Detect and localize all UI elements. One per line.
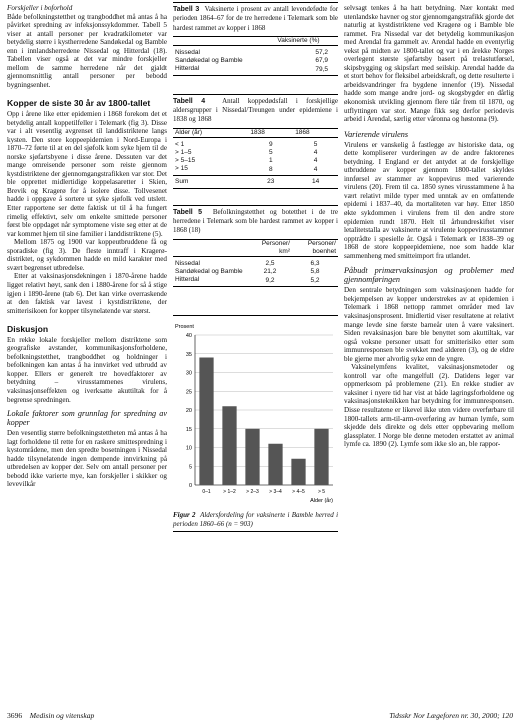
table-3-label: Tabell 3 [173, 6, 200, 13]
column-1 [7, 4, 167, 489]
paragraph: Vaksinelymfens kvalitet, vaksinasjonsmetoder og kontroll var ofte mangelfull (2). Datidens leger var oppmerksom på problemene (21). En rekke studier av vaksiner i nyere tid har vist at både lagringsforholdene og vaksinasjonsteknikken har betydning for immunresponsen. Disse resultatene er likevel ikke uten videre overførbare til 1800-tallets arm-til-arm-overføring av human lymfe, som skjedde dels direkte og dels etter oppbevaring mellom glassplater. I Norge ble denne metoden erstattet av animal lymfe ca. 1890 (2). Lymfe som ikke slo an, ble rappor- [344, 363, 514, 449]
y-tick-label: 40 [185, 332, 192, 339]
table-cell: 4 [313, 148, 318, 156]
table-cell: 79,5 [315, 65, 328, 73]
table-5-caption: Befolkningstetthet og botetthet i de tre herredene i Telemark som ble hardest rammet av kopper i 1868 (18) [173, 207, 339, 235]
x-tick-label: > 1–2 [223, 488, 236, 495]
paragraph: selvsagt tenkes å ha hatt betydning. Nær kontakt med utenlandske havner og stor gjennomgangstrafikk gjorde det naturlig at kystdistriktene ved Kragerø og i Bamble ble rammet. Fra Nissedal var det betydelig kommunikasjon med Arendal fra gammelt av. Arendal hadde en eventyrlig vekst på midten av 1800-tallet og var i en årekke Norges overlegent største sjøfartsby basert på trelastutførsel, skipsbygging og skipsfart med seilskip. Arendal hadde da et stort behov for fleksibel arbeidskraft, og dette resulterte i arbeidsvandringer fra bygdene innenfor (19). Nissedal hadde som mange andre jord- og skogsbygder en dårlig økonomisk utvikling gjennom flere tiår frem til 1870, og utflyttingen var stor. Mange fikk seg derfor periodevis arbeid i Arendal, særlig etter våronnа og høstonna (9). [344, 4, 514, 124]
table-cell: 2,5 [265, 259, 275, 267]
paragraph: Mellom 1875 og 1900 var koppeutbruddene få og sporadiske (fig 3). De fleste inntraff i Kragerø-distriktet, og sykdommen hadde en mild karakter med svært begrenset utbredelse. [7, 238, 167, 272]
table-row-label: Sandøkedal og Bamble [175, 267, 243, 275]
y-tick-label: 20 [185, 407, 192, 414]
table-cell: 1 [268, 156, 273, 164]
table-cell: 21,2 [263, 267, 277, 275]
figure-2-label: Figur 2 [173, 511, 196, 520]
table-4 [173, 94, 338, 189]
heading-varierende-virulens: Varierende virulens [344, 129, 409, 139]
heading-pabudt-primaervaksinasjon: Påbudt primærvaksinasjon og problemer med gjennomføringen [344, 266, 514, 285]
age-distribution-bar-chart [173, 319, 338, 507]
table-4-header: 1868 [295, 128, 310, 136]
section-name: Medisin og vitenskap [29, 711, 95, 720]
table-row-label: Hitterdal [175, 64, 200, 72]
paragraph: Etter at vaksinasjonsdekningen i 1870-årene hadde ligget relativt høyt, sank den i 1880-årene for så å stige igjen i 1890-årene (tab 6). Det kan virke overraskende at den faktisk var lavest i kystdistriktene, der smitterisikoen for kopper tilsynelatende var størst. [7, 272, 167, 315]
y-axis-label: Prosent [175, 323, 194, 330]
bar-1 [222, 406, 236, 485]
table-cell: 4 [313, 165, 318, 173]
figure-2-caption: Aldersfordeling for vaksinerte i Bamble herred i perioden 1860–66 (n = 903) [173, 511, 339, 528]
y-tick-label: 5 [188, 463, 192, 470]
x-tick-label: > 2–3 [246, 488, 259, 495]
column-2 [173, 2, 338, 532]
page-number: 3696 [7, 711, 23, 720]
table-row-label: Sandøkedal og Bamble [175, 56, 243, 64]
paragraph: Opp i årene like etter epidemien i 1868 forekom det et betydelig antall koppetilfeller i Telemark (fig 3). Disse var i alt vesentlig avgrenset til landdistriktene langs kysten. Den store koppeepidemien i Nord-Europa i 1870–72 førte til at en del sjøfolk kom syke hjem til de norske sjøfartsbyene i disse årene. Dessuten var det mange omreisende personer som reiste gjennom kystdistriktene der gjennomgangstrafikken var stor. Det ble opprettet midlertidige koppelasaretter i Skien, Brevik og Kragerø for å isolere disse. Tollvesenet hadde i oppgave å sortere ut syke sjøfolk ved utslett. Etter rapportene ser dette faktisk ut til å ha fungert rimelig effektivt, selv om enkelte smittede personer først ble oppdaget når symptomene viste seg etter at de var kommet hjem til sine familier i landdistriktene (5). [7, 110, 167, 238]
table-cell: 4 [313, 156, 318, 164]
table-sum-label: Sum [173, 175, 248, 188]
paragraph: Den vesentlig større befolkningstettheten må antas å ha lagt forholdene til rette for en raskere smittespredning i kystområdene, men den spredte bosetningen i Nissedal hadde tilsynelatende ingen dempende innvirkning på utbredelsen av kopper der. Selv om antall personer per bebodd ikke varierte mye, kan forskjeller i skikker og levevilkår [7, 429, 167, 489]
paragraph: Den sentrale betydningen som vaksinasjonen hadde for bekjempelsen av kopper understrekes av at epidemien i Telemark i 1868 nettopp rammet områder med lav vaksinasjonsprosent. Imidlertid viser resultatene at relativt mange levde sine første barneår uten å være vaksinert. Siden revaksinasjon bare ble benyttet som akuttiltak, var også voksne personer utsatt for smitterisiko etter som immunresponsen ble svekket med alderen (3), og de eldre ble gjerne mer alvorlig syke enn de yngre. [344, 286, 514, 363]
column-3 [344, 4, 514, 449]
bar-3 [268, 443, 282, 484]
bar-2 [245, 428, 259, 484]
table-3-caption: Vaksinerte i prosent av antall levendefødte for perioden 1864–67 for de tre herredene i Telemark som ble hardest rammet av kopper i 1868 [173, 5, 339, 32]
journal-citation: Tidsskr Nor Lægeforen nr. 30, 2000; 120 [389, 711, 513, 720]
table-4-label: Tabell 4 [173, 97, 206, 105]
table-4-caption: Antall koppedødsfall i forskjellige aldersgrupper i Nissedal/Treungen under epidemiene i 1838 og 1868 [173, 96, 339, 124]
y-tick-label: 10 [185, 445, 192, 452]
table-row-label: Hitterdal [175, 275, 200, 283]
y-tick-label: 30 [185, 370, 192, 377]
x-tick-label: 0–1 [202, 488, 211, 495]
table-cell: 5 [313, 140, 318, 148]
paragraph: Både befolkningstetthet og trangboddhet må antas å ha påvirket spredning av infeksjonssykdommer. Tabell 5 viser at antall personer per kvadratkilometer var betydelig større i kystherredene Sandøkedal og Bamble enn i innlandsherredene Nissedal og Hitterdal (18). Tabellen viser også at det var mindre forskjeller mellom de samme herredene når det gjaldt gjennomsnittlig antall personer per bebodd bygningsenhet. [7, 12, 167, 89]
table-5-label: Tabell 5 [173, 208, 203, 216]
table-cell: 23 [248, 175, 293, 188]
figure-2 [173, 315, 338, 532]
bar-4 [291, 458, 305, 484]
heading-diskusjon: Diskusjon [7, 324, 49, 335]
heading-forskjeller-i-boforhold: Forskjeller i boforhold [7, 4, 73, 12]
table-5-header: Personer/ boenhet [307, 239, 336, 255]
y-tick-label: 0 [188, 482, 192, 489]
table-4-header: Alder (år) [175, 128, 203, 136]
x-axis-label: Alder (år) [310, 497, 333, 504]
y-tick-label: 15 [185, 426, 192, 433]
bar-5 [314, 428, 328, 484]
x-tick-label: > 4–5 [292, 488, 305, 495]
y-tick-label: 35 [185, 351, 192, 358]
x-tick-label: > 3–4 [269, 488, 282, 495]
table-cell: > 15 [175, 164, 188, 172]
table-row-label: Nissedal [175, 259, 200, 267]
table-3 [173, 2, 338, 76]
heading-kopper-siste-30-ar: Kopper de siste 30 år av 1800-tallet [7, 98, 151, 109]
table-cell: 6,3 [310, 259, 320, 267]
table-cell: > 5–15 [175, 156, 196, 164]
table-cell: 8 [268, 165, 273, 173]
table-cell: 67,9 [315, 56, 328, 64]
table-cell: 57,2 [315, 48, 328, 56]
table-cell: 9,2 [265, 276, 275, 284]
x-tick-label: > 5 [317, 488, 326, 495]
table-3-header: Vaksinerte (%) [277, 36, 320, 44]
table-4-header: 1838 [250, 128, 265, 136]
page-footer-left [7, 711, 94, 721]
heading-lokale-faktorer: Lokale faktorer som grunnlag for spredning av kopper [7, 409, 167, 428]
table-5-header: Personer/ km² [261, 239, 290, 255]
table-cell: 9 [268, 140, 273, 148]
paragraph: En rekke lokale forskjeller mellom distriktene som geografiske avstander, kommunikasjonsforholdene, befolkningstetthet, trangboddhet og holdninger i befolkningen kan antas å ha innvirket ved utbrudd av kopper. Ellers er generelt tre hovedfaktorer av betydning – virusstammenes virulens, vaksinasjonseffekten og iverksatte akuttiltak for å begrense spredningen. [7, 335, 167, 404]
y-tick-label: 25 [185, 388, 192, 395]
table-cell: > 1–5 [175, 148, 192, 156]
table-cell: 5 [268, 148, 273, 156]
table-cell: 14 [293, 175, 338, 188]
bar-0 [199, 357, 213, 485]
paragraph: Virulens er vanskelig å fastlegge av historiske data, og dette kompliserer vurderingen av de andre faktorenes betydning. I England er det antydet at de forskjellige utbruddene av kopper gjennom 1800-tallet skyldes innførsel av stammer av koppevirus med varierende virulens (20). Frem til ca. 1850 synes virusstammene å ha vært relativt milde typer med unntak av en omfattende epidemi i 1837–40, da mortaliteten var høy. Etter 1850 økte sykdommen i virulens frem til den andre store epidemien rundt 1870. Helt til århundreskiftet viser letalitetstallа av vaksinerte at virulente koppevirusstammer opptrådte i spesielle år. Også i Telemark er 1838–39 og 1868 de store koppeepidemiene, noe som hadde klar sammenheng med smitteimport fra utlandet. [344, 140, 514, 260]
table-row-label: Nissedal [175, 48, 200, 56]
table-cell: < 1 [175, 140, 185, 148]
table-5 [173, 205, 338, 287]
table-cell: 5,8 [310, 267, 320, 275]
table-cell: 5,2 [310, 276, 320, 284]
